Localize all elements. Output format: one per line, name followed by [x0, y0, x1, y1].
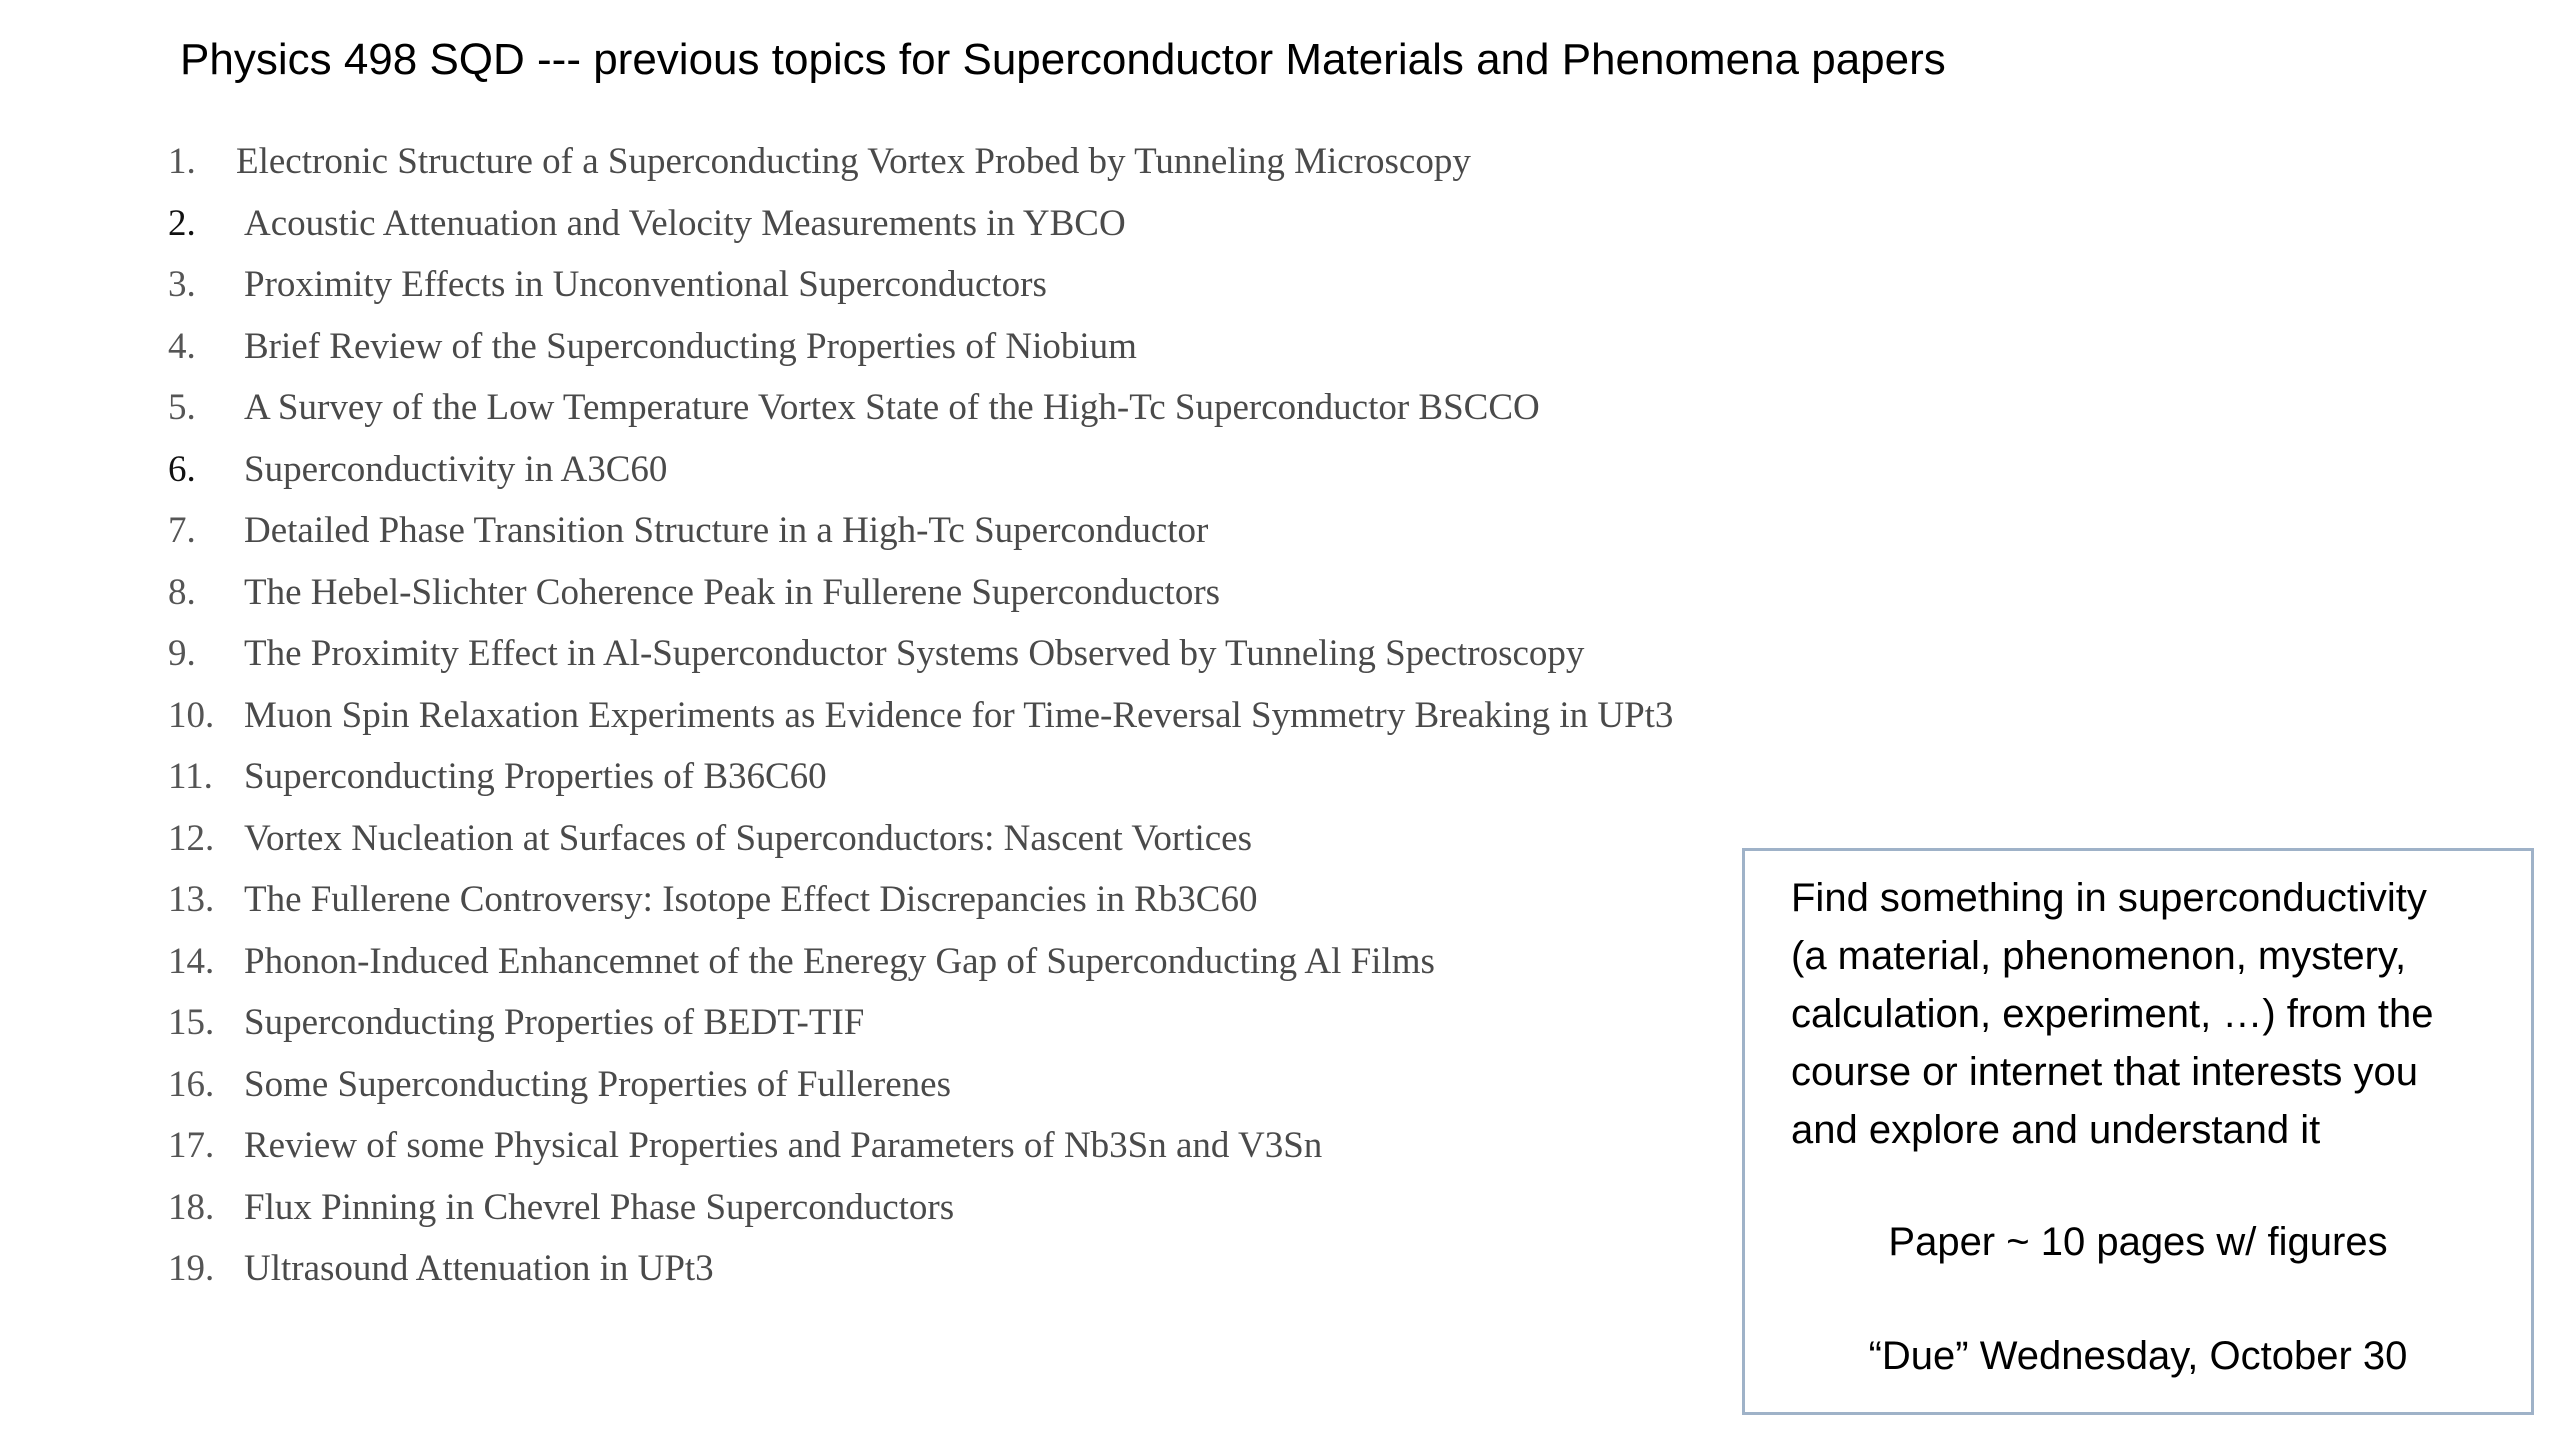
topic-item: [168, 562, 1673, 624]
topic-item: [168, 931, 1673, 993]
paper-length-note: Paper ~ 10 pages w/ figures: [1888, 1220, 2388, 1264]
topic-item: [168, 439, 1673, 501]
assignment-info-box: [1742, 848, 2534, 1415]
topic-item: [168, 1177, 1673, 1239]
topic-title: Detailed Phase Transition Structure in a High-Tc Superconductor: [244, 510, 1209, 551]
topic-item: [168, 316, 1673, 378]
topic-item: [168, 746, 1673, 808]
topic-number: 15.: [168, 1002, 215, 1043]
topic-number: 11.: [168, 756, 213, 797]
topic-number: 12.: [168, 817, 215, 859]
topic-title: The Fullerene Controversy: Isotope Effect Discrepancies in Rb3C60: [244, 879, 1258, 920]
topic-item: [168, 1054, 1673, 1116]
topic-number: 7.: [168, 510, 196, 551]
topic-item: [168, 193, 1673, 255]
topic-number: 19.: [168, 1248, 215, 1289]
topic-number: 13.: [168, 879, 215, 920]
topic-item: [168, 992, 1673, 1054]
topic-number: 5.: [168, 387, 196, 428]
topic-number: 8.: [168, 571, 196, 613]
topic-number: 9.: [168, 633, 196, 674]
topic-title: Vortex Nucleation at Surfaces of Superconductors: Nascent Vortices: [244, 817, 1252, 859]
topic-number: 6.: [168, 448, 196, 490]
topic-title: Review of some Physical Properties and Parameters of Nb3Sn and V3Sn: [244, 1125, 1323, 1166]
slide-title: Physics 498 SQD --- previous topics for Superconductor Materials and Phenomena papers: [180, 35, 1946, 84]
topic-item: [168, 808, 1673, 870]
topic-title: Superconducting Properties of B36C60: [244, 756, 827, 797]
topic-title: Electronic Structure of a Superconducting Vortex Probed by Tunneling Microscopy: [236, 141, 1471, 182]
due-date-note: “Due” Wednesday, October 30: [1868, 1334, 2408, 1378]
topic-title: Superconducting Properties of BEDT-TIF: [244, 1002, 865, 1043]
topic-title: Muon Spin Relaxation Experiments as Evidence for Time-Reversal Symmetry Breaking in UPt3: [244, 694, 1674, 736]
topic-number: 14.: [168, 940, 215, 982]
topic-title: Acoustic Attenuation and Velocity Measurements in YBCO: [244, 202, 1126, 244]
topic-item: [168, 377, 1673, 439]
topic-number: 4.: [168, 325, 196, 367]
topic-number: 18.: [168, 1186, 215, 1228]
topic-title: A Survey of the Low Temperature Vortex State of the High-Tc Superconductor BSCCO: [244, 387, 1540, 428]
topic-item: [168, 623, 1673, 685]
topic-item: [168, 1115, 1673, 1177]
topic-number: 2.: [168, 202, 196, 244]
topic-number: 1.: [168, 141, 196, 182]
topic-title: Ultrasound Attenuation in UPt3: [244, 1248, 714, 1289]
topic-item: [168, 131, 1673, 193]
topic-title: Proximity Effects in Unconventional Superconductors: [244, 264, 1047, 305]
topic-number: 17.: [168, 1125, 215, 1166]
topic-item: [168, 869, 1673, 931]
topic-title: Flux Pinning in Chevrel Phase Superconductors: [244, 1186, 955, 1228]
topic-title: The Proximity Effect in Al-Superconductor Systems Observed by Tunneling Spectroscopy: [244, 633, 1585, 674]
topic-title: Brief Review of the Superconducting Properties of Niobium: [244, 325, 1137, 367]
topic-item: [168, 500, 1673, 562]
topic-item: [168, 1238, 1673, 1300]
topic-title: Phonon-Induced Enhancemnet of the Eneregy Gap of Superconducting Al Films: [244, 940, 1435, 982]
topic-title: The Hebel-Slichter Coherence Peak in Fullerene Superconductors: [244, 571, 1221, 613]
topic-title: Some Superconducting Properties of Fullerenes: [244, 1063, 951, 1105]
assignment-description: Find something in superconductivity (a material, phenomenon, mystery, calculation, experiment, …) from the course or internet that interests you and explore and understand it: [1791, 876, 2434, 1152]
topic-item: [168, 685, 1673, 747]
topic-number: 16.: [168, 1063, 215, 1105]
topic-list: [168, 131, 1673, 1300]
topic-number: 3.: [168, 264, 196, 305]
topic-item: [168, 254, 1673, 316]
topic-number: 10.: [168, 694, 215, 736]
topic-title: Superconductivity in A3C60: [244, 448, 668, 490]
